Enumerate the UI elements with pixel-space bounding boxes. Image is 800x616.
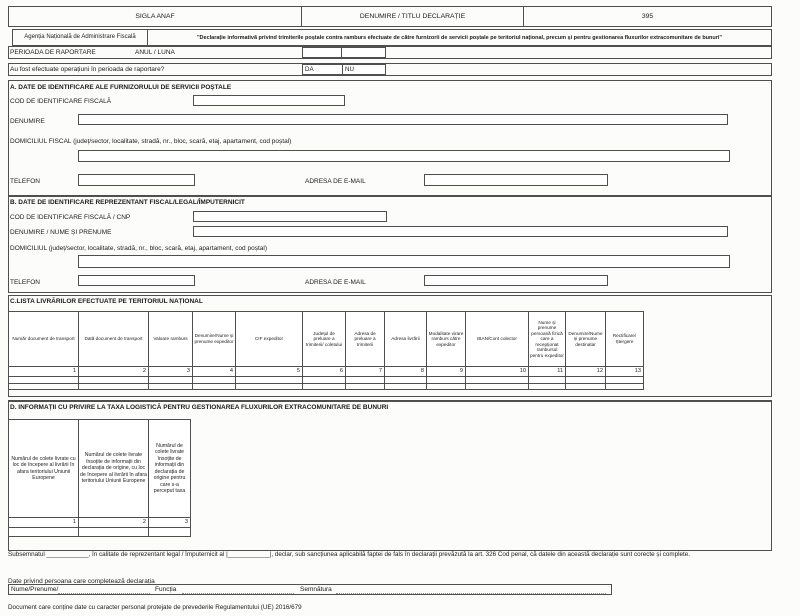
b-cif-input[interactable] bbox=[193, 211, 387, 222]
c-data-cell[interactable] bbox=[193, 377, 236, 384]
c-data-cell[interactable] bbox=[566, 384, 606, 390]
c-data-cell[interactable] bbox=[529, 384, 566, 390]
c-data-row bbox=[9, 377, 644, 384]
filler-function-label: Funcția bbox=[155, 586, 177, 593]
dotted-line bbox=[58, 592, 150, 594]
operations-question-label: Au fost efectuate operațiuni în perioada de raportare? bbox=[10, 66, 165, 73]
c-data-cell[interactable] bbox=[193, 384, 236, 390]
dotted-line bbox=[182, 592, 294, 594]
denumire-titlu-cell bbox=[301, 6, 524, 27]
reporting-period-row bbox=[8, 46, 772, 59]
c-data-cell[interactable] bbox=[466, 384, 529, 390]
b-phone-label: TELEFON bbox=[10, 279, 40, 286]
dotted-line bbox=[336, 592, 606, 594]
c-col-10-header: IBAN/Cont colector bbox=[466, 312, 529, 367]
section-b-title: B. DATE DE IDENTIFICARE REPREZENTANT FISCAL/LEGAL/ÎMPUTERNICIT bbox=[10, 199, 245, 206]
filler-section-label: Date privind persoana care completează declarația bbox=[8, 578, 155, 585]
agency-name: Agenția Națională de Administrare Fiscală bbox=[24, 33, 136, 40]
a-email-input[interactable] bbox=[424, 174, 608, 186]
reporting-period-label: PERIOADA DE RAPORTARE bbox=[10, 49, 96, 56]
c-data-cell[interactable] bbox=[149, 384, 193, 390]
c-col-number: 2 bbox=[79, 367, 149, 377]
c-data-cell[interactable] bbox=[346, 377, 385, 384]
section-c-title: C.LISTA LIVRĂRILOR EFECTUATE PE TERITORIUL NAȚIONAL bbox=[10, 298, 203, 305]
c-data-cell[interactable] bbox=[385, 384, 427, 390]
no-label: NU bbox=[345, 66, 354, 73]
b-phone-input[interactable] bbox=[78, 275, 195, 286]
sigla-anaf-cell bbox=[8, 6, 302, 27]
c-data-cell[interactable] bbox=[529, 377, 566, 384]
c-data-cell[interactable] bbox=[606, 384, 644, 390]
b-name-input[interactable] bbox=[193, 226, 728, 237]
c-col-3-header: Valoare ramburs bbox=[149, 312, 193, 367]
d-col-3-header: Numărul de colete livrate însoțite de informații din declarația de origine pentru care s-a perceput taxa bbox=[149, 420, 191, 518]
c-col-4-header: Denumire/Nume și prenume expeditor bbox=[193, 312, 236, 367]
c-col-12-header: Denumire/Nume și prenume destinatar bbox=[566, 312, 606, 367]
c-data-cell[interactable] bbox=[149, 377, 193, 384]
c-col-2-header: Dată document de transport bbox=[79, 312, 149, 367]
denumire-titlu-label: DENUMIRE / TITLU DECLARAȚIE bbox=[359, 13, 466, 20]
c-col-number: 5 bbox=[236, 367, 303, 377]
c-col-6-header: Județul de preluare a trimiterii/ coletului bbox=[303, 312, 346, 367]
a-cif-input[interactable] bbox=[193, 95, 345, 106]
d-col-number: 3 bbox=[149, 518, 191, 528]
c-data-cell[interactable] bbox=[346, 384, 385, 390]
d-data-cell[interactable] bbox=[149, 528, 191, 537]
a-email-label: ADRESA DE E-MAIL bbox=[305, 178, 366, 185]
c-data-cell[interactable] bbox=[303, 384, 346, 390]
c-data-cell[interactable] bbox=[9, 384, 79, 390]
c-data-cell[interactable] bbox=[427, 384, 466, 390]
c-data-cell[interactable] bbox=[606, 377, 644, 384]
d-data-row bbox=[9, 528, 191, 537]
filler-name-label: Nume/Prenume/ bbox=[11, 586, 59, 593]
a-address-label: DOMICILIUL FISCAL (județ/sector, localitate, stradă, nr., bloc, scară, etaj, apartament, cod poștal) bbox=[10, 138, 292, 145]
c-data-cell[interactable] bbox=[427, 377, 466, 384]
a-address-input[interactable] bbox=[78, 150, 730, 162]
c-col-number: 8 bbox=[385, 367, 427, 377]
c-col-number: 7 bbox=[346, 367, 385, 377]
d-data-cell[interactable] bbox=[9, 528, 79, 537]
c-data-cell[interactable] bbox=[566, 377, 606, 384]
c-data-cell[interactable] bbox=[79, 377, 149, 384]
c-col-number: 12 bbox=[566, 367, 606, 377]
d-col-number: 2 bbox=[79, 518, 149, 528]
no-checkbox[interactable] bbox=[342, 64, 386, 75]
yes-checkbox[interactable] bbox=[302, 64, 343, 75]
c-data-cell[interactable] bbox=[79, 384, 149, 390]
c-col-number: 1 bbox=[9, 367, 79, 377]
c-col-8-header: Adresa livrării bbox=[385, 312, 427, 367]
gdpr-note: Document care conține date cu caracter personal protejate de prevederile Regulamentului (UE) 2016/679 bbox=[8, 604, 302, 611]
c-data-cell[interactable] bbox=[303, 377, 346, 384]
form-number: 395 bbox=[641, 13, 654, 20]
c-col-number: 10 bbox=[466, 367, 529, 377]
c-data-cell[interactable] bbox=[9, 377, 79, 384]
yes-label: DA bbox=[305, 66, 314, 73]
c-col-1-header: Număr document de transport bbox=[9, 312, 79, 367]
a-cif-label: COD DE IDENTIFICARE FISCALĂ bbox=[10, 98, 112, 105]
section-a-title: A. DATE DE IDENTIFICARE ALE FURNIZORULUI DE SERVICII POȘTALE bbox=[10, 84, 232, 91]
a-name-label: DENUMIRE bbox=[10, 118, 45, 125]
filler-signature-label: Semnătura bbox=[300, 586, 332, 593]
c-data-row bbox=[9, 384, 644, 390]
b-address-input[interactable] bbox=[78, 255, 730, 268]
c-data-cell[interactable] bbox=[236, 384, 303, 390]
d-col-number: 1 bbox=[9, 518, 79, 528]
d-data-cell[interactable] bbox=[79, 528, 149, 537]
month-input[interactable] bbox=[341, 47, 386, 58]
b-name-label: DENUMIRE / NUME ȘI PRENUME bbox=[10, 229, 112, 236]
year-month-label: ANUL / LUNA bbox=[135, 49, 175, 56]
deliveries-table bbox=[8, 311, 644, 390]
declaration-title-cell bbox=[147, 29, 772, 46]
c-col-5-header: CIF expeditor bbox=[236, 312, 303, 367]
b-email-label: ADRESA DE E-MAIL bbox=[305, 279, 366, 286]
c-col-number: 9 bbox=[427, 367, 466, 377]
c-data-cell[interactable] bbox=[236, 377, 303, 384]
c-col-number: 4 bbox=[193, 367, 236, 377]
a-phone-label: TELEFON bbox=[10, 178, 40, 185]
c-col-9-header: Modalitate virare ramburs către expeditor bbox=[427, 312, 466, 367]
c-data-cell[interactable] bbox=[466, 377, 529, 384]
c-col-number: 11 bbox=[529, 367, 566, 377]
c-col-13-header: Rectificare/ Ștergere bbox=[606, 312, 644, 367]
a-name-input[interactable] bbox=[78, 114, 728, 125]
c-col-number: 13 bbox=[606, 367, 644, 377]
c-data-cell[interactable] bbox=[385, 377, 427, 384]
c-col-number: 3 bbox=[149, 367, 193, 377]
d-header-row bbox=[9, 420, 191, 518]
d-col-2-header: Numărul de colete livrate însoțite de informații din declarația de origine, cu loc de începere al livrării în afara teritoriului Uniunii Europene bbox=[79, 420, 149, 518]
b-address-label: DOMICILIUL (județ/sector, localitate, stradă, nr., bloc, scară, etaj, apartament, cod poștal) bbox=[10, 245, 267, 252]
section-d-title: D. INFORMAȚII CU PRIVIRE LA TAXA LOGISTICĂ PENTRU GESTIONAREA FLUXURILOR EXTRACOMUNITARE DE BUNURI bbox=[10, 404, 389, 411]
b-email-input[interactable] bbox=[424, 275, 608, 286]
a-phone-input[interactable] bbox=[78, 174, 195, 186]
extracommunity-table bbox=[8, 419, 191, 537]
declaration-title: "Declarație informativă privind trimiterile poștale contra ramburs efectuate de către furnizorii de servicii poștale pe teritoriul național, precum și pentru gestionarea fluxurilor extracomunitare de bunuri" bbox=[196, 34, 723, 41]
d-col-1-header: Numărul de colete livrate cu loc de începere al livrării în afara teritoriului Uniunii Europene bbox=[9, 420, 79, 518]
sigla-anaf-label: SIGLA ANAF bbox=[135, 13, 175, 20]
b-cif-label: COD DE IDENTIFICARE FISCALĂ / CNP bbox=[10, 214, 131, 221]
c-number-row bbox=[9, 367, 644, 377]
d-number-row bbox=[9, 518, 191, 528]
c-col-11-header: Nume și prenume persoană fizică care a recepționat rambursul pentru expeditor bbox=[529, 312, 566, 367]
declaration-statement: Subsemnatul ____________, în calitate de reprezentant legal / împuternicit al |____________|, declar, sub sancțiunea aplicabilă faptei de fals în declarații prevăzută la art. 326 Cod penal, că datele din această declarație sunt corecte și complete. bbox=[8, 551, 691, 558]
year-input[interactable] bbox=[302, 47, 342, 58]
c-col-7-header: Adresa de preluare a trimiterii bbox=[346, 312, 385, 367]
agency-cell bbox=[12, 29, 148, 46]
c-col-number: 6 bbox=[303, 367, 346, 377]
c-header-row bbox=[9, 312, 644, 367]
form-number-cell bbox=[523, 6, 772, 27]
